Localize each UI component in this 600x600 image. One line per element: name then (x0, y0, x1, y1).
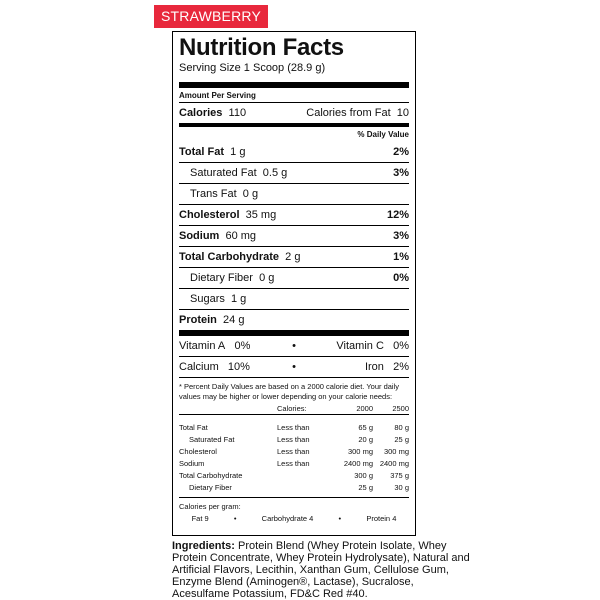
dv-table-cell (277, 469, 337, 481)
nutrient-amount: 24 g (223, 314, 245, 326)
nutrient-row (179, 184, 409, 204)
dv-table-cell: 25 g (394, 434, 409, 444)
dv-table-cell (179, 402, 277, 415)
nutrient-amount: 2 g (285, 251, 301, 263)
bullet: • (292, 361, 296, 373)
serving-size: Serving Size 1 Scoop (28.9 g) (179, 62, 326, 74)
flavor-tag: STRAWBERRY (154, 5, 268, 28)
daily-value-header-label: % Daily Value (357, 130, 409, 139)
dv-table-cell: Less than (277, 434, 310, 444)
dv-table-cell: Sodium (179, 458, 205, 468)
vitamin-right (319, 361, 409, 373)
nutrient-label (190, 167, 287, 179)
vitamin-right (319, 340, 409, 352)
dv-table-header (179, 402, 409, 415)
cpg-carb: Carbohydrate 4 (261, 514, 314, 523)
dv-table-cell: 2400 mg (379, 458, 409, 468)
dv-table-row (179, 457, 409, 469)
nutrient-amount: 0 g (242, 188, 259, 200)
dv-table-cell: 20 g (358, 434, 373, 444)
daily-value-table (179, 402, 409, 493)
dv-table-cell: Saturated Fat (189, 434, 235, 444)
nutrient-label (179, 314, 244, 326)
panel-title: Nutrition Facts (179, 34, 344, 61)
nutrient-label (179, 251, 300, 263)
cpg-protein: Protein 4 (366, 514, 397, 523)
amount-per-serving (179, 88, 409, 102)
calories-value: 110 (228, 107, 247, 119)
nutrient-row (179, 268, 409, 288)
nutrient-amount: 1 g (230, 146, 246, 158)
dv-table-cell: Dietary Fiber (189, 482, 232, 492)
dv-table-cell: Less than (277, 458, 310, 468)
nutrient-amount: 60 mg (225, 230, 257, 242)
nutrient-daily-value: 0% (393, 272, 409, 284)
calories-fat-value: 10 (396, 107, 409, 119)
cpg-fat: Fat 9 (191, 514, 209, 523)
dv-table-row (179, 421, 409, 433)
vitamin-list (179, 336, 409, 378)
dv-table-cell: 300 g (354, 470, 373, 480)
calories-per-gram-row (179, 514, 409, 523)
dv-table-cell: 65 g (358, 422, 373, 432)
dv-table-cell: Less than (277, 446, 310, 456)
nutrient-name: Protein (179, 314, 217, 326)
nutrient-amount: 35 mg (245, 209, 277, 221)
dv-table-cell: Calories: (277, 403, 307, 413)
bullet: • (233, 514, 237, 523)
footnote: * Percent Daily Values are based on a 2000 calorie diet. Your daily values may be higher or lower depending on your calorie needs: (179, 382, 400, 401)
vitamin-left (179, 340, 269, 352)
dv-table-cell: Total Carbohydrate (179, 470, 243, 480)
vitamin-name: Vitamin A (179, 340, 226, 352)
ingredients-label: Ingredients: (172, 540, 235, 552)
dv-table-cell: 80 g (394, 422, 409, 432)
dv-table-cell: 300 mg (383, 446, 409, 456)
dv-table-cell: Cholesterol (179, 446, 217, 456)
nutrient-label (179, 146, 245, 158)
nutrient-row (179, 226, 409, 246)
dv-table-cell: 2500 (392, 403, 409, 413)
dv-table-row (179, 481, 409, 493)
nutrient-label (179, 230, 256, 242)
amount-per-serving-label: Amount Per Serving (179, 90, 256, 100)
nutrient-label (179, 209, 276, 221)
nutrient-daily-value: 3% (393, 230, 409, 242)
daily-value-header (179, 127, 409, 142)
calories-label: Calories (179, 107, 223, 119)
ingredients-text: Protein Blend (Whey Protein Isolate, Whey Protein Concentrate, Whey Protein Hydrolysate), Natural and Artificial Flavors, Lecithin, Xanthan Gum, Cellulose Gum, Enzyme Blend (Aminogen®, Lactase), Sucralose, Acesulfame Potassium, FD&C Red #40. (172, 540, 470, 600)
nutrient-name: Sugars (190, 293, 225, 305)
vitamin-value: 2% (393, 361, 409, 373)
dv-table-row (179, 469, 409, 481)
calories-fat-label: Calories from Fat (306, 107, 391, 119)
nutrient-row (179, 310, 409, 330)
nutrition-facts-panel (172, 31, 416, 536)
vitamin-name: Iron (364, 361, 384, 373)
nutrient-label (190, 272, 274, 284)
vitamin-name: Vitamin C (336, 340, 384, 352)
nutrient-amount: 1 g (230, 293, 247, 305)
vitamin-value: 10% (227, 361, 250, 373)
vitamin-value: 0% (393, 340, 409, 352)
bullet: • (292, 340, 296, 352)
vitamin-row (179, 357, 409, 377)
dv-table-cell: 2400 mg (343, 458, 373, 468)
dv-table-cell: 375 g (390, 470, 409, 480)
dv-table-cell: 2000 (356, 403, 373, 413)
dv-table-cell: Total Fat (179, 422, 208, 432)
nutrient-name: Saturated Fat (190, 167, 257, 179)
vitamin-left (179, 361, 269, 373)
dv-table-cell: 25 g (358, 482, 373, 492)
nutrient-daily-value: 3% (393, 167, 409, 179)
dv-table-row (179, 445, 409, 457)
ingredients (172, 540, 472, 600)
nutrient-list (179, 142, 409, 330)
calories-row (179, 103, 409, 123)
nutrient-name: Cholesterol (179, 209, 240, 221)
nutrient-label (190, 293, 246, 305)
nutrient-daily-value: 2% (393, 146, 409, 158)
nutrient-name: Total Carbohydrate (179, 251, 280, 263)
nutrient-label (190, 188, 258, 200)
dv-table-cell: Less than (277, 422, 310, 432)
nutrient-daily-value: 1% (393, 251, 409, 263)
nutrient-row (179, 163, 409, 183)
nutrient-amount: 0 g (259, 272, 275, 284)
nutrient-name: Sodium (179, 230, 220, 242)
nutrient-amount: 0.5 g (262, 167, 288, 179)
nutrient-row (179, 247, 409, 267)
nutrient-daily-value: 12% (386, 209, 409, 221)
calories-per-gram-label: Calories per gram: (179, 502, 241, 511)
nutrient-row (179, 289, 409, 309)
dv-table-cell: 300 mg (347, 446, 373, 456)
nutrient-name: Trans Fat (190, 188, 237, 200)
vitamin-value: 0% (234, 340, 251, 352)
nutrient-name: Total Fat (179, 146, 225, 158)
bullet: • (338, 514, 342, 523)
nutrient-row (179, 205, 409, 225)
nutrient-name: Dietary Fiber (190, 272, 253, 284)
divider (179, 377, 409, 378)
nutrient-row (179, 142, 409, 162)
dv-table-row (179, 433, 409, 445)
dv-table-cell: 30 g (394, 482, 409, 492)
dv-table-cell (277, 481, 337, 493)
vitamin-row (179, 336, 409, 356)
vitamin-name: Calcium (179, 361, 219, 373)
